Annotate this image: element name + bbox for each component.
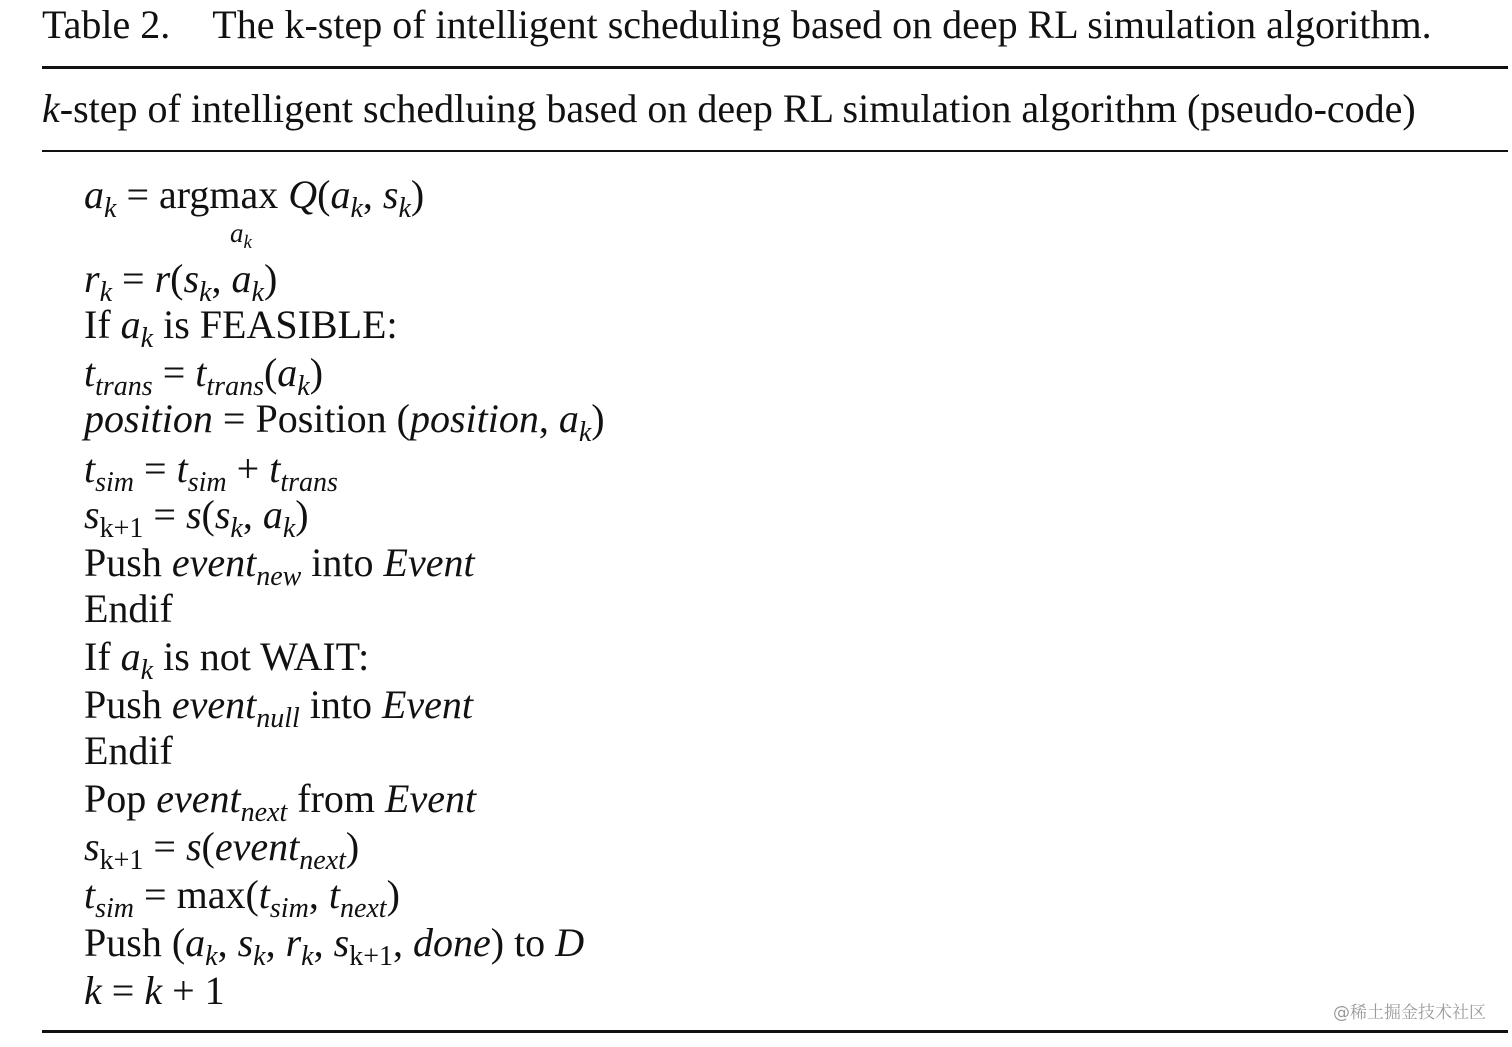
sub-k: k [301, 941, 314, 972]
code-line-6 [84, 446, 338, 498]
var-t: t [258, 872, 270, 917]
paren-open: ( [201, 824, 215, 869]
var-done: done [412, 920, 491, 965]
code-line-16 [84, 920, 585, 972]
sub-sim: sim [95, 467, 135, 498]
sub-sim: sim [95, 893, 135, 924]
code-line-14 [84, 824, 360, 876]
watermark: @稀土掘金技术社区 [1333, 1003, 1486, 1023]
equals: = [101, 968, 145, 1013]
comma: , [313, 920, 334, 965]
sub-sim: sim [269, 893, 309, 924]
paren-open: ( [317, 172, 331, 217]
table-label: Table 2. [42, 2, 171, 47]
var-t: t [269, 446, 281, 491]
code-line-13 [84, 776, 477, 828]
paren-close: ) [309, 350, 324, 395]
sub-next: next [240, 797, 288, 828]
code-line-8 [84, 540, 475, 592]
sub-k-plus-1: k+1 [99, 845, 144, 876]
header-k: k [42, 86, 60, 131]
var-r: r [285, 920, 302, 965]
plus-one: + 1 [162, 968, 225, 1013]
sub-k: k [140, 655, 154, 686]
comma: , [362, 172, 383, 217]
var-s: s [183, 256, 200, 301]
var-event: event [156, 776, 241, 821]
var-position: position [84, 396, 213, 441]
var-a: a [277, 350, 298, 395]
paren-close: ) [410, 172, 425, 217]
table-title: The k-step of intelligent scheduling based on deep RL simulation algorithm. [212, 2, 1432, 47]
equals: = [152, 350, 196, 395]
code-line-7 [84, 492, 309, 544]
var-a: a [185, 920, 206, 965]
comma: , [308, 872, 329, 917]
var-a: a [262, 492, 283, 537]
var-Event: Event [381, 682, 474, 727]
equals: = [134, 446, 177, 491]
sub-k: k [205, 941, 218, 972]
code-line-1 [84, 172, 425, 253]
var-t: t [328, 872, 340, 917]
condition-text: is FEASIBLE: [153, 302, 398, 347]
code-line-15 [84, 872, 400, 924]
sub-null: null [256, 703, 300, 734]
sub-k: k [350, 193, 363, 224]
table-header [42, 84, 1512, 136]
code-line-17 [84, 968, 225, 1014]
kw-if: If [84, 302, 121, 347]
sub-k: k [199, 277, 212, 308]
var-t: t [176, 446, 188, 491]
kw-into: into [301, 540, 384, 585]
var-t: t [84, 350, 96, 395]
comma: , [538, 396, 559, 441]
paren-open: ( [263, 350, 278, 395]
fn-max: = max( [134, 872, 259, 917]
code-line-11 [84, 682, 474, 734]
var-Event: Event [383, 540, 475, 585]
var-r: r [84, 256, 100, 301]
sub-trans: trans [280, 467, 338, 498]
sub-k: k [243, 232, 252, 253]
kw-into: into [299, 682, 382, 727]
var-s: s [84, 824, 100, 869]
table-caption [42, 0, 1508, 52]
kw-endif: Endif [84, 586, 173, 631]
header-text: -step of intelligent schedluing based on deep RL simulation algorithm (pseudo-code) [59, 86, 1416, 131]
sub-trans: trans [206, 371, 264, 402]
kw-from: from [287, 776, 386, 821]
var-s: s [237, 920, 254, 965]
condition-text: is not WAIT: [153, 634, 370, 679]
sub-sim: sim [187, 467, 227, 498]
code-line-12 [84, 728, 173, 774]
sub-k: k [578, 417, 592, 448]
sub-k: k [140, 323, 154, 354]
code-line-3 [84, 302, 398, 354]
sub-k: k [253, 941, 266, 972]
fn-s: s [185, 824, 202, 869]
fn-position: = Position ( [212, 396, 410, 441]
comma: , [265, 920, 286, 965]
kw-push: Push ( [84, 920, 186, 965]
code-line-4 [84, 350, 324, 402]
var-a: a [558, 396, 579, 441]
var-a: a [84, 172, 104, 217]
sub-k: k [99, 277, 113, 308]
sub-new: new [256, 561, 302, 592]
var-a: a [231, 256, 252, 301]
equals: = [143, 824, 186, 869]
code-line-5 [84, 396, 605, 448]
var-position: position [409, 396, 539, 441]
var-s: s [84, 492, 100, 537]
code-line-10 [84, 634, 370, 686]
paren-close: ) [591, 396, 605, 441]
var-a: a [120, 302, 141, 347]
var-a: a [330, 172, 351, 217]
var-event: event [171, 682, 257, 727]
var-t: t [84, 446, 96, 491]
paren-close: ) [345, 824, 360, 869]
fn-s: s [185, 492, 202, 537]
argmax-subscript [230, 218, 252, 253]
equals: = [143, 492, 186, 537]
var-event: event [171, 540, 257, 585]
paren-open: ( [201, 492, 215, 537]
equals: = [112, 256, 155, 301]
code-line-2 [84, 256, 278, 308]
kw-pop: Pop [84, 776, 157, 821]
var-k: k [144, 968, 163, 1013]
var-D: D [555, 920, 585, 965]
fn-Q: Q [288, 172, 318, 217]
paren-close: ) [263, 256, 278, 301]
sub-k: k [251, 277, 264, 308]
comma: , [211, 256, 232, 301]
kw-if: If [84, 634, 121, 679]
var-t: t [195, 350, 207, 395]
comma: , [242, 492, 263, 537]
kw-endif: Endif [84, 728, 173, 773]
var-s: s [333, 920, 350, 965]
paren-close: ) [386, 872, 400, 917]
paren-open: ( [170, 256, 184, 301]
code-line-9 [84, 586, 173, 632]
sub-next: next [339, 893, 387, 924]
op-argmax: = argmax [116, 172, 289, 217]
plus: + [226, 446, 270, 491]
top-rule [42, 66, 1508, 69]
sub-k: k [230, 513, 243, 544]
sub-k: k [398, 193, 411, 224]
fn-r: r [154, 256, 171, 301]
kw-to: ) to [490, 920, 556, 965]
kw-push: Push [84, 682, 172, 727]
comma: , [217, 920, 238, 965]
var-k: k [84, 968, 102, 1013]
sub-trans: trans [95, 371, 153, 402]
var-Event: Event [385, 776, 477, 821]
sub-k-plus-1: k+1 [349, 941, 393, 972]
var-a: a [230, 218, 244, 248]
sub-next: next [299, 845, 346, 876]
var-event: event [214, 824, 300, 869]
kw-push: Push [84, 540, 172, 585]
paren-close: ) [295, 492, 309, 537]
var-s: s [214, 492, 231, 537]
comma: , [392, 920, 413, 965]
bottom-rule [42, 1030, 1508, 1033]
var-t: t [84, 872, 96, 917]
header-rule [42, 150, 1508, 152]
sub-k: k [282, 513, 296, 544]
var-s: s [382, 172, 399, 217]
sub-k: k [104, 193, 117, 224]
sub-k: k [297, 371, 310, 402]
sub-k-plus-1: k+1 [99, 513, 144, 544]
var-a: a [120, 634, 141, 679]
